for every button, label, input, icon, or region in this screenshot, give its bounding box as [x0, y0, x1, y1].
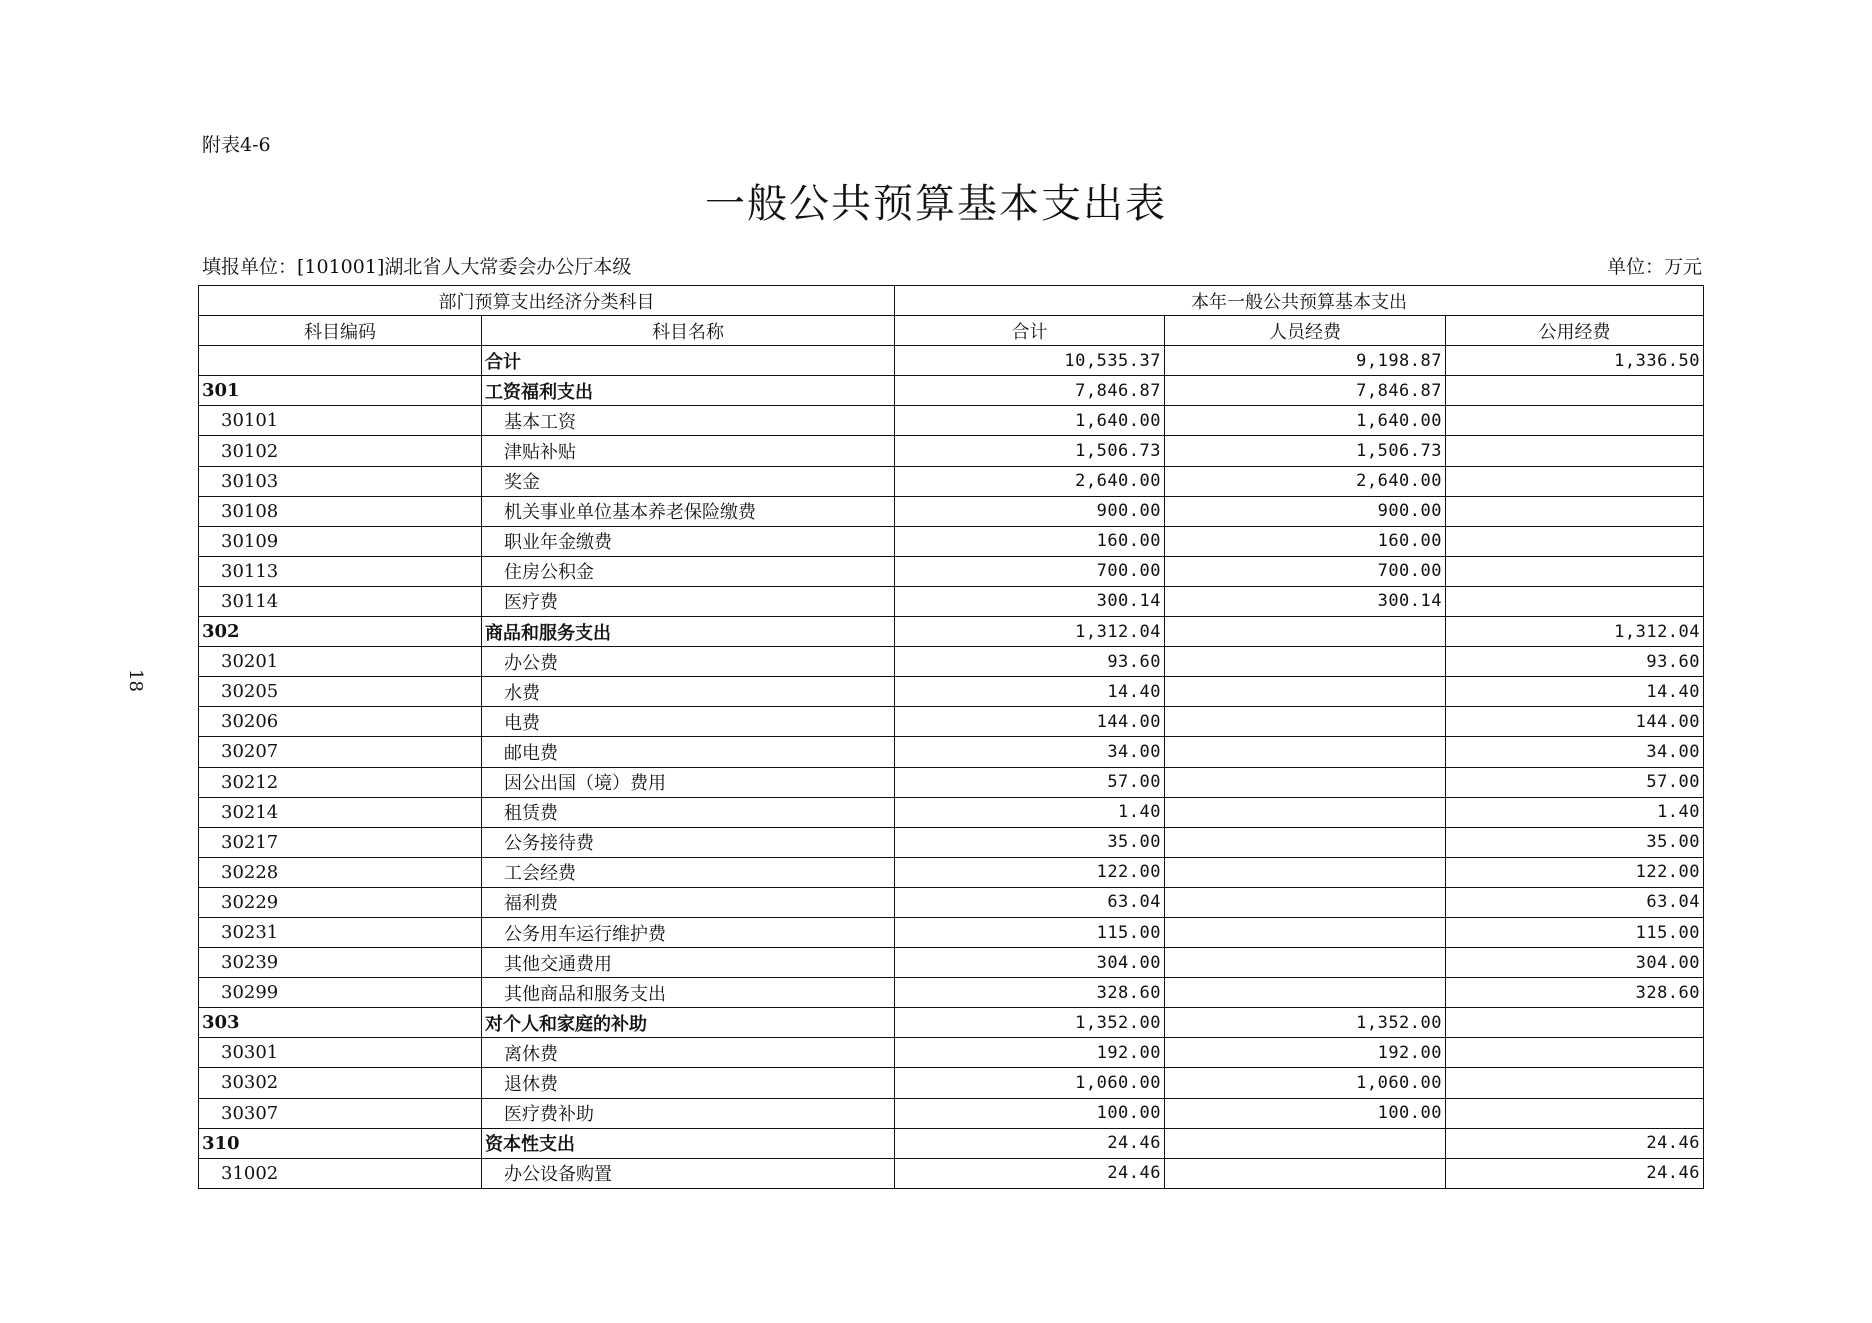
- row-name: 奖金: [482, 466, 895, 496]
- row-code: 30201: [199, 647, 482, 677]
- row-personnel: [1165, 857, 1446, 887]
- row-personnel: 300.14: [1165, 586, 1446, 616]
- table-row: [199, 1038, 1704, 1068]
- row-name: 办公费: [482, 647, 895, 677]
- row-name: 合计: [482, 346, 895, 376]
- row-total: 35.00: [895, 827, 1165, 857]
- header-group-row: [199, 286, 1704, 316]
- table-row: [199, 677, 1704, 707]
- row-total: 14.40: [895, 677, 1165, 707]
- row-total: 10,535.37: [895, 346, 1165, 376]
- row-personnel: 700.00: [1165, 556, 1446, 586]
- row-personnel: [1165, 677, 1446, 707]
- table-row: [199, 586, 1704, 616]
- row-public: 24.46: [1446, 1128, 1704, 1158]
- table-row: [199, 948, 1704, 978]
- row-code: 302: [199, 617, 482, 647]
- header-total: 合计: [895, 316, 1165, 346]
- row-code: 30212: [199, 767, 482, 797]
- table-row: [199, 617, 1704, 647]
- row-public: [1446, 556, 1704, 586]
- row-code: [199, 346, 482, 376]
- row-public: [1446, 1098, 1704, 1128]
- row-personnel: 2,640.00: [1165, 466, 1446, 496]
- row-code: 30101: [199, 406, 482, 436]
- row-total: 1.40: [895, 797, 1165, 827]
- row-name: 电费: [482, 707, 895, 737]
- row-name: 福利费: [482, 887, 895, 917]
- row-public: [1446, 1038, 1704, 1068]
- row-code: 30102: [199, 436, 482, 466]
- row-public: 34.00: [1446, 737, 1704, 767]
- row-personnel: [1165, 978, 1446, 1008]
- row-name: 医疗费补助: [482, 1098, 895, 1128]
- row-name: 公务接待费: [482, 827, 895, 857]
- header-basic-expenditure: 本年一般公共预算基本支出: [895, 286, 1704, 316]
- row-name: 医疗费: [482, 586, 895, 616]
- row-personnel: 1,060.00: [1165, 1068, 1446, 1098]
- row-name: 退休费: [482, 1068, 895, 1098]
- row-public: 115.00: [1446, 917, 1704, 947]
- table-row: [199, 406, 1704, 436]
- row-name: 职业年金缴费: [482, 526, 895, 556]
- table-row: [199, 827, 1704, 857]
- row-code: 30229: [199, 887, 482, 917]
- row-personnel: 7,846.87: [1165, 376, 1446, 406]
- row-public: [1446, 1068, 1704, 1098]
- row-name: 商品和服务支出: [482, 617, 895, 647]
- row-personnel: 9,198.87: [1165, 346, 1446, 376]
- row-personnel: [1165, 737, 1446, 767]
- row-code: 310: [199, 1128, 482, 1158]
- row-public: 1.40: [1446, 797, 1704, 827]
- row-total: 192.00: [895, 1038, 1165, 1068]
- row-code: 30302: [199, 1068, 482, 1098]
- table-row: [199, 857, 1704, 887]
- row-personnel: 160.00: [1165, 526, 1446, 556]
- table-row: [199, 917, 1704, 947]
- row-public: [1446, 466, 1704, 496]
- budget-table: [198, 285, 1704, 1189]
- row-name: 邮电费: [482, 737, 895, 767]
- row-total: 1,352.00: [895, 1008, 1165, 1038]
- row-public: [1446, 406, 1704, 436]
- table-row: [199, 1158, 1704, 1188]
- table-row: [199, 1068, 1704, 1098]
- row-code: 30231: [199, 917, 482, 947]
- row-public: 1,336.50: [1446, 346, 1704, 376]
- header-column-row: [199, 316, 1704, 346]
- row-name: 资本性支出: [482, 1128, 895, 1158]
- table-row: [199, 346, 1704, 376]
- row-personnel: [1165, 767, 1446, 797]
- table-row: [199, 1008, 1704, 1038]
- table-row: [199, 647, 1704, 677]
- row-total: 24.46: [895, 1128, 1165, 1158]
- page-title: 一般公共预算基本支出表: [705, 181, 1167, 227]
- row-personnel: 1,640.00: [1165, 406, 1446, 436]
- row-code: 303: [199, 1008, 482, 1038]
- row-code: 31002: [199, 1158, 482, 1188]
- table-row: [199, 436, 1704, 466]
- row-name: 津贴补贴: [482, 436, 895, 466]
- row-public: 57.00: [1446, 767, 1704, 797]
- header-economic-classification: 部门预算支出经济分类科目: [199, 286, 895, 316]
- header-code: 科目编码: [199, 316, 482, 346]
- row-name: 对个人和家庭的补助: [482, 1008, 895, 1038]
- row-total: 160.00: [895, 526, 1165, 556]
- page-number: 18: [124, 669, 146, 692]
- table-row: [199, 737, 1704, 767]
- row-public: 93.60: [1446, 647, 1704, 677]
- row-code: 30205: [199, 677, 482, 707]
- header-public: 公用经费: [1446, 316, 1704, 346]
- row-public: 14.40: [1446, 677, 1704, 707]
- row-code: 30239: [199, 948, 482, 978]
- attachment-label: 附表4-6: [202, 134, 271, 156]
- row-name: 其他商品和服务支出: [482, 978, 895, 1008]
- row-code: 30207: [199, 737, 482, 767]
- row-public: 35.00: [1446, 827, 1704, 857]
- row-total: 1,060.00: [895, 1068, 1165, 1098]
- row-name: 公务用车运行维护费: [482, 917, 895, 947]
- row-code: 30307: [199, 1098, 482, 1128]
- row-personnel: [1165, 887, 1446, 917]
- table-row: [199, 376, 1704, 406]
- row-personnel: [1165, 1128, 1446, 1158]
- row-public: 144.00: [1446, 707, 1704, 737]
- row-personnel: [1165, 797, 1446, 827]
- row-personnel: 100.00: [1165, 1098, 1446, 1128]
- unit-label: 单位：万元: [1606, 256, 1702, 278]
- row-personnel: 1,352.00: [1165, 1008, 1446, 1038]
- table-row: [199, 707, 1704, 737]
- table-body: [199, 346, 1704, 1189]
- header-personnel: 人员经费: [1165, 316, 1446, 346]
- table-row: [199, 1098, 1704, 1128]
- row-personnel: [1165, 827, 1446, 857]
- row-personnel: [1165, 647, 1446, 677]
- row-code: 30113: [199, 556, 482, 586]
- row-name: 机关事业单位基本养老保险缴费: [482, 496, 895, 526]
- row-name: 住房公积金: [482, 556, 895, 586]
- row-code: 30108: [199, 496, 482, 526]
- row-public: 24.46: [1446, 1158, 1704, 1188]
- table-row: [199, 797, 1704, 827]
- row-name: 基本工资: [482, 406, 895, 436]
- row-total: 700.00: [895, 556, 1165, 586]
- row-total: 1,312.04: [895, 617, 1165, 647]
- row-total: 100.00: [895, 1098, 1165, 1128]
- row-name: 租赁费: [482, 797, 895, 827]
- row-public: 122.00: [1446, 857, 1704, 887]
- row-name: 其他交通费用: [482, 948, 895, 978]
- table-row: [199, 496, 1704, 526]
- row-public: [1446, 376, 1704, 406]
- table-row: [199, 767, 1704, 797]
- table-row: [199, 1128, 1704, 1158]
- row-total: 57.00: [895, 767, 1165, 797]
- table-row: [199, 978, 1704, 1008]
- row-personnel: [1165, 948, 1446, 978]
- row-total: 144.00: [895, 707, 1165, 737]
- row-code: 30301: [199, 1038, 482, 1068]
- row-personnel: 192.00: [1165, 1038, 1446, 1068]
- row-public: [1446, 586, 1704, 616]
- row-total: 7,846.87: [895, 376, 1165, 406]
- row-public: 328.60: [1446, 978, 1704, 1008]
- row-total: 328.60: [895, 978, 1165, 1008]
- row-code: 30114: [199, 586, 482, 616]
- row-total: 1,640.00: [895, 406, 1165, 436]
- row-total: 900.00: [895, 496, 1165, 526]
- row-code: 30214: [199, 797, 482, 827]
- row-name: 水费: [482, 677, 895, 707]
- filler-unit: 填报单位：[101001]湖北省人大常委会办公厅本级: [202, 256, 632, 278]
- row-code: 301: [199, 376, 482, 406]
- row-total: 115.00: [895, 917, 1165, 947]
- row-personnel: 1,506.73: [1165, 436, 1446, 466]
- row-total: 1,506.73: [895, 436, 1165, 466]
- row-total: 122.00: [895, 857, 1165, 887]
- row-public: [1446, 526, 1704, 556]
- row-public: [1446, 1008, 1704, 1038]
- row-total: 300.14: [895, 586, 1165, 616]
- row-code: 30228: [199, 857, 482, 887]
- row-code: 30103: [199, 466, 482, 496]
- row-personnel: [1165, 917, 1446, 947]
- table-row: [199, 466, 1704, 496]
- row-total: 63.04: [895, 887, 1165, 917]
- row-public: 1,312.04: [1446, 617, 1704, 647]
- row-personnel: 900.00: [1165, 496, 1446, 526]
- row-public: 304.00: [1446, 948, 1704, 978]
- row-code: 30109: [199, 526, 482, 556]
- table-row: [199, 556, 1704, 586]
- row-total: 304.00: [895, 948, 1165, 978]
- row-personnel: [1165, 1158, 1446, 1188]
- row-name: 离休费: [482, 1038, 895, 1068]
- row-personnel: [1165, 617, 1446, 647]
- row-code: 30206: [199, 707, 482, 737]
- row-code: 30217: [199, 827, 482, 857]
- row-total: 93.60: [895, 647, 1165, 677]
- row-total: 2,640.00: [895, 466, 1165, 496]
- row-public: [1446, 496, 1704, 526]
- table-row: [199, 887, 1704, 917]
- row-total: 24.46: [895, 1158, 1165, 1188]
- row-name: 因公出国（境）费用: [482, 767, 895, 797]
- row-public: 63.04: [1446, 887, 1704, 917]
- table-row: [199, 526, 1704, 556]
- header-name: 科目名称: [482, 316, 895, 346]
- row-name: 工资福利支出: [482, 376, 895, 406]
- row-personnel: [1165, 707, 1446, 737]
- row-name: 办公设备购置: [482, 1158, 895, 1188]
- row-name: 工会经费: [482, 857, 895, 887]
- row-public: [1446, 436, 1704, 466]
- row-code: 30299: [199, 978, 482, 1008]
- row-total: 34.00: [895, 737, 1165, 767]
